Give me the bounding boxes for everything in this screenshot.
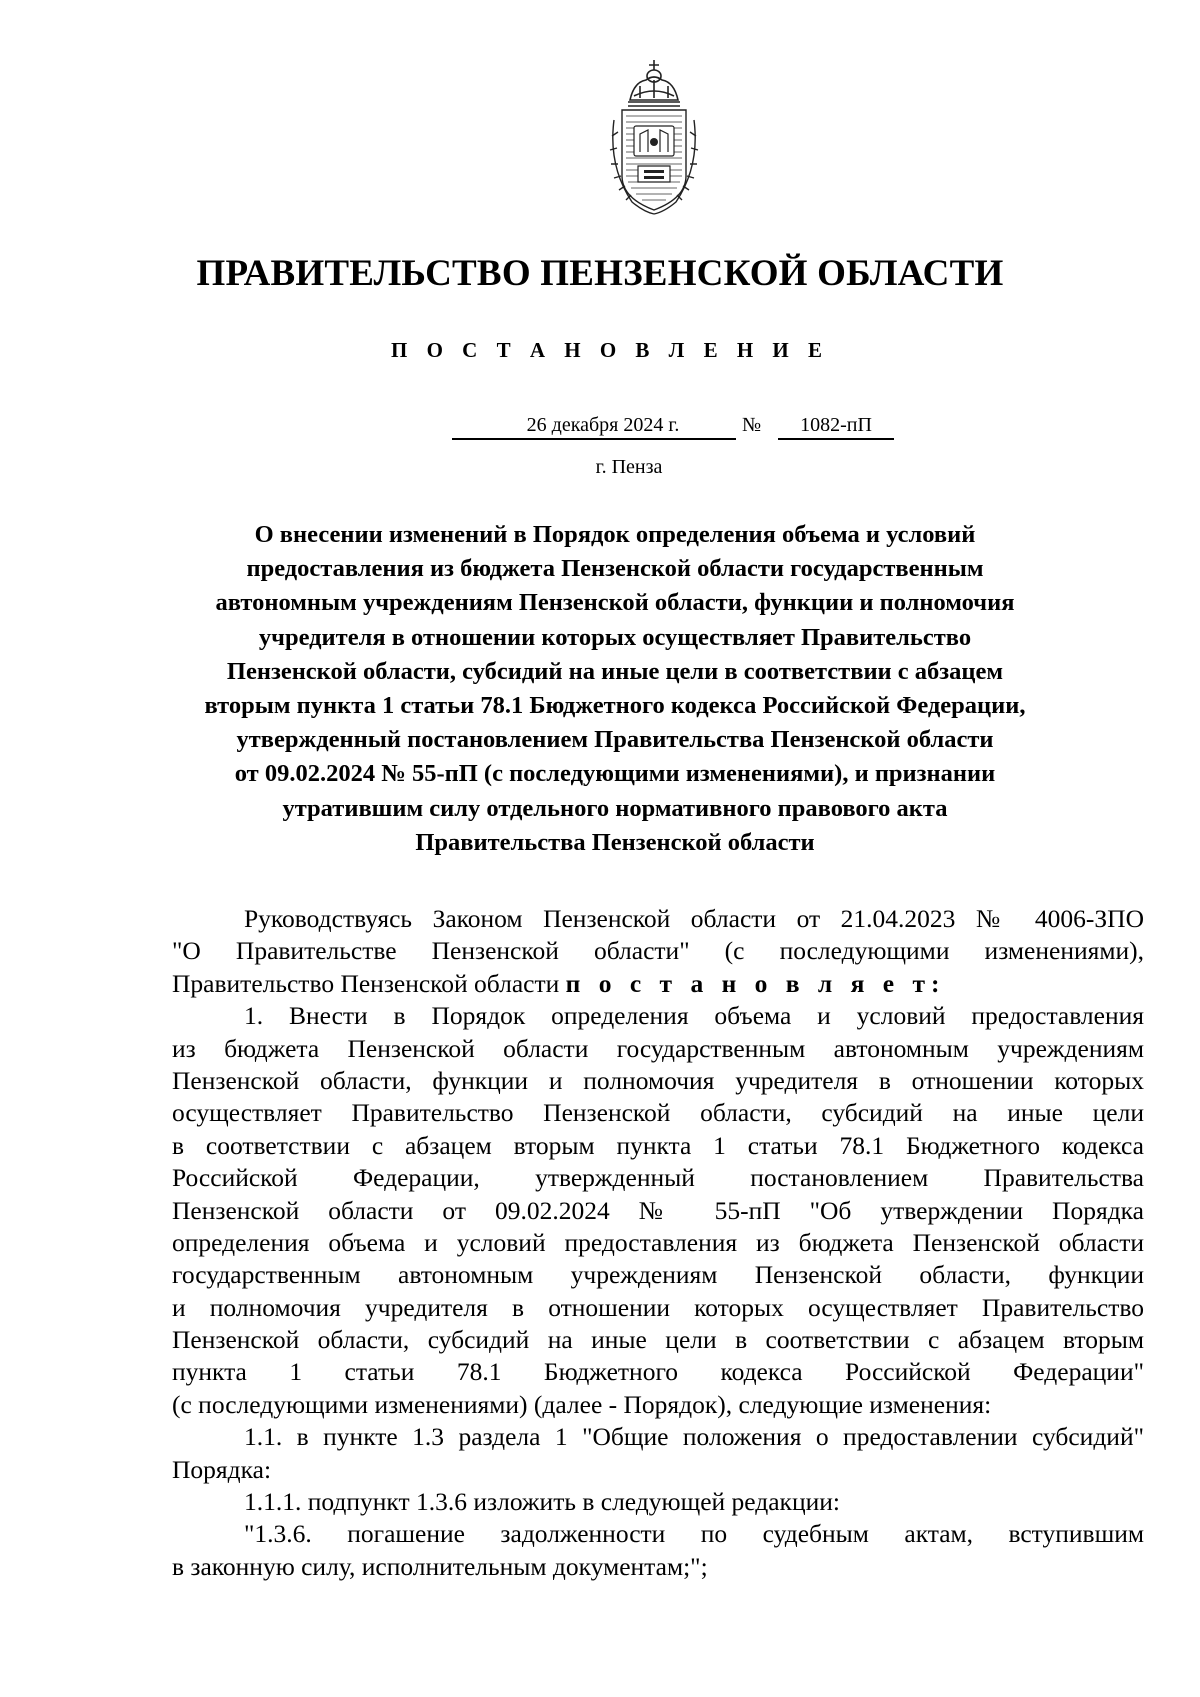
item-1-line: из бюджета Пензенской области государственным автономным учреждениям — [172, 1033, 1144, 1063]
item-1-1-line: 1.1. в пункте 1.3 раздела 1 "Общие положения о предоставлении субсидий" — [244, 1422, 1144, 1452]
preamble-prefix: Правительство Пензенской области — [172, 968, 566, 998]
subject-line: от 09.02.2024 № 55-пП (с последующими изменениями), и признании — [234, 760, 996, 788]
item-1-1-line: Порядка: — [172, 1454, 272, 1484]
decision-word: п о с т а н о в л я е т: — [565, 968, 946, 998]
quote-1-3-6-line: "1.3.6. погашение задолженности по судебным актам, вступившим — [244, 1519, 1144, 1549]
item-1-line: Российской Федерации, утвержденный постановлением Правительства — [172, 1163, 1144, 1193]
document-body — [172, 903, 1144, 1583]
subject-line: учредителя в отношении которых осуществляет Правительство — [258, 623, 972, 651]
document-date: 26 декабря 2024 г. — [452, 412, 736, 440]
subject-line: предоставления из бюджета Пензенской области государственным — [246, 555, 984, 583]
city: г. Пенза — [595, 456, 663, 478]
subject-line: утратившим силу отдельного нормативного правового акта — [282, 794, 948, 822]
preamble-line: Руководствуясь Законом Пензенской области от 21.04.2023 № 4006-ЗПО — [244, 904, 1144, 933]
item-1-1-1-line: 1.1.1. подпункт 1.3.6 изложить в следующей редакции: — [244, 1487, 840, 1517]
document-number: 1082-пП — [778, 412, 894, 440]
item-1-line: осуществляет Правительство Пензенской области, субсидий на иные цели — [172, 1098, 1144, 1128]
number-sign: № — [742, 414, 762, 436]
item-1-line: 1. Внести в Порядок определения объема и условий предоставления — [244, 1001, 1144, 1031]
item-1-line: определения объема и условий предоставления из бюджета Пензенской области — [172, 1227, 1144, 1257]
item-1-line: пункта 1 статьи 78.1 Бюджетного кодекса Российской Федерации" — [172, 1357, 1144, 1387]
subject-line: утвержденный постановлением Правительства Пензенской области — [236, 726, 994, 754]
subject-line: автономным учреждениям Пензенской области, функции и полномочия — [215, 589, 1015, 617]
government-title: ПРАВИТЕЛЬСТВО ПЕНЗЕНСКОЙ ОБЛАСТИ — [196, 253, 1004, 294]
document-subject — [150, 518, 1080, 860]
subject-line: Правительства Пензенской области — [415, 828, 815, 856]
coat-of-arms-icon — [604, 56, 704, 218]
preamble-line: "О Правительстве Пензенской области" (с последующими изменениями), — [172, 936, 1144, 966]
item-1-line: государственным автономным учреждениям Пензенской области, функции — [172, 1260, 1144, 1290]
item-1-line: Пензенской области, субсидий на иные цели в соответствии с абзацем вторым — [172, 1325, 1144, 1355]
preamble-decision-line — [172, 968, 1144, 1000]
subject-line: О внесении изменений в Порядок определения объема и условий — [254, 521, 976, 548]
item-1-line: Пензенской области от 09.02.2024 № 55-пП "Об утверждении Порядка — [172, 1195, 1144, 1225]
item-1-line: и полномочия учредителя в отношении которых осуществляет Правительство — [172, 1292, 1144, 1322]
subject-line: вторым пункта 1 статьи 78.1 Бюджетного кодекса Российской Федерации, — [204, 692, 1026, 720]
subject-line: Пензенской области, субсидий на иные цели в соответствии с абзацем — [226, 657, 1004, 685]
item-1-line: в соответствии с абзацем вторым пункта 1 статьи 78.1 Бюджетного кодекса — [172, 1130, 1144, 1160]
document-type: П О С Т А Н О В Л Е Н И Е — [390, 338, 829, 362]
quote-1-3-6-line: в законную силу, исполнительным документам;"; — [172, 1551, 708, 1581]
item-1-line: Пензенской области, функции и полномочия учредителя в отношении которых — [172, 1065, 1144, 1095]
item-1-line: (с последующими изменениями) (далее - Порядок), следующие изменения: — [172, 1389, 992, 1419]
date-number-row — [0, 412, 1200, 442]
